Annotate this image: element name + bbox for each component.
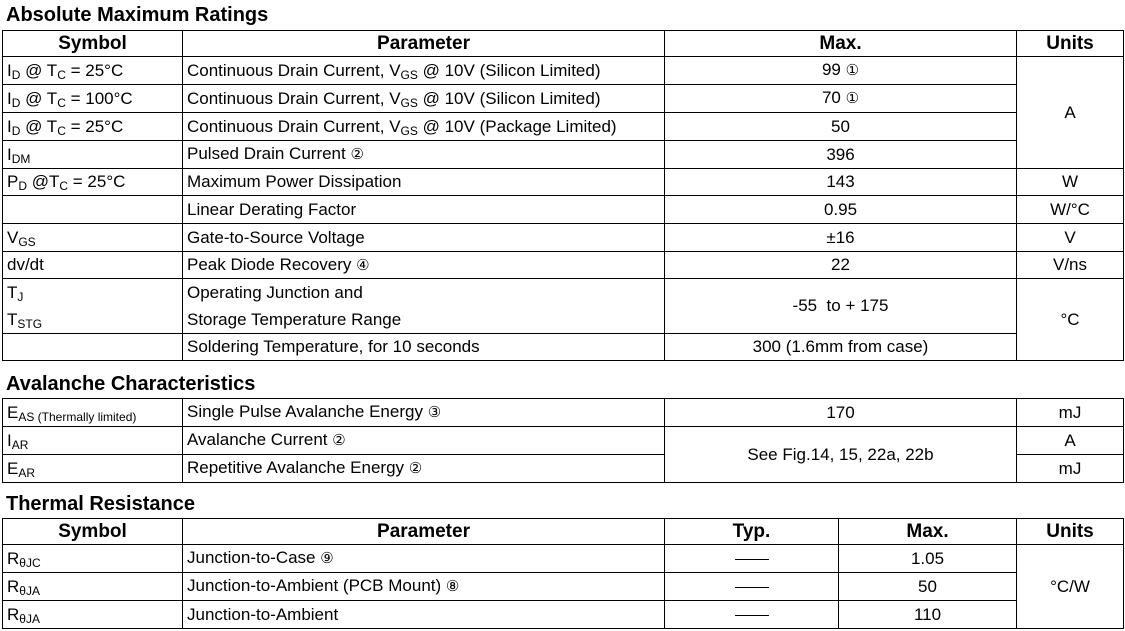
symbol-cell: $I_{DM}$ — [3, 141, 183, 169]
header-parameter: Parameter — [183, 519, 665, 545]
header-max: Max. — [665, 31, 1017, 57]
header-symbol: Symbol — [3, 519, 183, 545]
symbol-cell: $R_{\theta JA}$ — [3, 601, 183, 629]
parameter-cell: Continuous Drain Current, $V_{GS}$ @ 10V (Silicon Limited) — [183, 57, 665, 85]
table-row — [3, 334, 1124, 361]
header-max: Max. — [839, 519, 1017, 545]
unit-cell: mJ — [1017, 455, 1124, 483]
parameter-cell: Maximum Power Dissipation — [183, 169, 665, 196]
parameter-cell: Continuous Drain Current, $V_{GS}$ @ 10V (Package Limited) — [183, 113, 665, 141]
symbol-cell: $I_{AR}$ — [3, 427, 183, 455]
footnote-marker: ② — [350, 146, 364, 163]
parameter-cell: Junction-to-Ambient (PCB Mount) ⑧ — [183, 573, 665, 601]
therm-header-row — [3, 519, 1124, 545]
typ-cell — [665, 545, 839, 573]
parameter-cell: Single Pulse Avalanche Energy ③ — [183, 399, 665, 427]
unit-cell: A — [1017, 427, 1124, 455]
therm-table — [2, 518, 1124, 629]
parameter-cell: Pulsed Drain Current ② — [183, 141, 665, 169]
symbol-cell: $V_{GS}$ — [3, 224, 183, 252]
amr-header-row — [3, 31, 1124, 57]
typ-cell — [665, 573, 839, 601]
aval-table — [2, 398, 1124, 483]
parameter-cell: Linear Derating Factor — [183, 196, 665, 224]
table-row — [3, 224, 1124, 252]
max-cell: 70 ① — [665, 85, 1017, 113]
max-cell: -55 to + 175 — [665, 279, 1017, 334]
table-row — [3, 169, 1124, 196]
amr-section-title: Absolute Maximum Ratings — [6, 4, 269, 26]
parameter-cell: Repetitive Avalanche Energy ② — [183, 455, 665, 483]
max-cell: 110 — [839, 601, 1017, 629]
unit-cell: V/ns — [1017, 252, 1124, 279]
amr-table — [2, 30, 1124, 361]
max-cell: ±16 — [665, 224, 1017, 252]
table-row — [3, 141, 1124, 169]
max-cell: 170 — [665, 399, 1017, 427]
parameter-cell: Gate-to-Source Voltage — [183, 224, 665, 252]
header-units: Units — [1017, 519, 1124, 545]
footnote-marker: ④ — [356, 256, 370, 274]
max-cell: 1.05 — [839, 545, 1017, 573]
typ-cell — [665, 601, 839, 629]
table-row — [3, 196, 1124, 224]
unit-cell: °C — [1017, 279, 1124, 361]
unit-cell: °C/W — [1017, 545, 1124, 629]
dash-placeholder — [735, 615, 769, 616]
symbol-cell — [3, 196, 183, 224]
symbol-cell: $I_D$ @ $T_C = 25^\circ C$ — [3, 57, 183, 85]
max-cell: 50 — [839, 573, 1017, 601]
symbol-cell: dv/dt — [3, 252, 183, 279]
see-fig-cell: See Fig.14, 15, 22a, 22b — [665, 427, 1017, 483]
footnote-marker: ① — [845, 90, 860, 107]
parameter-cell: Avalanche Current ② — [183, 427, 665, 455]
parameter-cell: Operating Junction and Storage Temperature Range — [183, 279, 665, 334]
symbol-cell — [3, 334, 183, 361]
footnote-marker: ② — [332, 432, 346, 449]
footnote-marker: ⑨ — [320, 550, 334, 567]
table-row — [3, 573, 1124, 601]
dash-placeholder — [735, 587, 769, 588]
symbol-cell: $R_{\theta JA}$ — [3, 573, 183, 601]
therm-section-title: Thermal Resistance — [6, 493, 195, 515]
footnote-marker: ③ — [427, 404, 442, 421]
max-cell: 50 — [665, 113, 1017, 141]
header-parameter: Parameter — [183, 31, 665, 57]
symbol-cell: $E_{AS (Thermally limited)}$ — [3, 399, 183, 427]
unit-cell: V — [1017, 224, 1124, 252]
table-row — [3, 252, 1124, 279]
footnote-marker: ① — [845, 62, 860, 79]
parameter-cell: Continuous Drain Current, $V_{GS}$ @ 10V (Silicon Limited) — [183, 85, 665, 113]
max-cell: 99 ① — [665, 57, 1017, 85]
header-symbol: Symbol — [3, 31, 183, 57]
max-cell: 0.95 — [665, 196, 1017, 224]
table-row — [3, 57, 1124, 85]
max-cell: 396 — [665, 141, 1017, 169]
symbol-cell: $I_D$ @ $T_C = 100^\circ C$ — [3, 85, 183, 113]
parameter-cell: Peak Diode Recovery ④ — [183, 252, 665, 279]
unit-cell: mJ — [1017, 399, 1124, 427]
symbol-cell: $T_J$ $T_{STG}$ — [3, 279, 183, 334]
parameter-cell: Junction-to-Case ⑨ — [183, 545, 665, 573]
header-typ: Typ. — [665, 519, 839, 545]
table-row — [3, 85, 1124, 113]
max-cell: 143 — [665, 169, 1017, 196]
footnote-marker: ⑧ — [445, 578, 460, 595]
dash-placeholder — [735, 559, 769, 560]
max-cell: 22 — [665, 252, 1017, 279]
symbol-cell: $I_D$ @ $T_C = 25^\circ C$ — [3, 113, 183, 141]
unit-cell: A — [1017, 57, 1124, 169]
table-row — [3, 399, 1124, 427]
symbol-cell: $E_{AR}$ — [3, 455, 183, 483]
header-units: Units — [1017, 31, 1124, 57]
parameter-cell: Junction-to-Ambient — [183, 601, 665, 629]
table-row — [3, 601, 1124, 629]
symbol-cell: $R_{\theta JC}$ — [3, 545, 183, 573]
table-row — [3, 279, 1124, 334]
table-row — [3, 545, 1124, 573]
parameter-cell: Soldering Temperature, for 10 seconds — [183, 334, 665, 361]
symbol-cell: $P_D$ $@T_C = 25^\circ C$ — [3, 169, 183, 196]
footnote-marker: ② — [408, 460, 423, 477]
table-row — [3, 113, 1124, 141]
table-row — [3, 427, 1124, 455]
aval-section-title: Avalanche Characteristics — [6, 373, 256, 395]
unit-cell: W — [1017, 169, 1124, 196]
max-cell: 300 (1.6mm from case) — [665, 334, 1017, 361]
unit-cell: W/°C — [1017, 196, 1124, 224]
